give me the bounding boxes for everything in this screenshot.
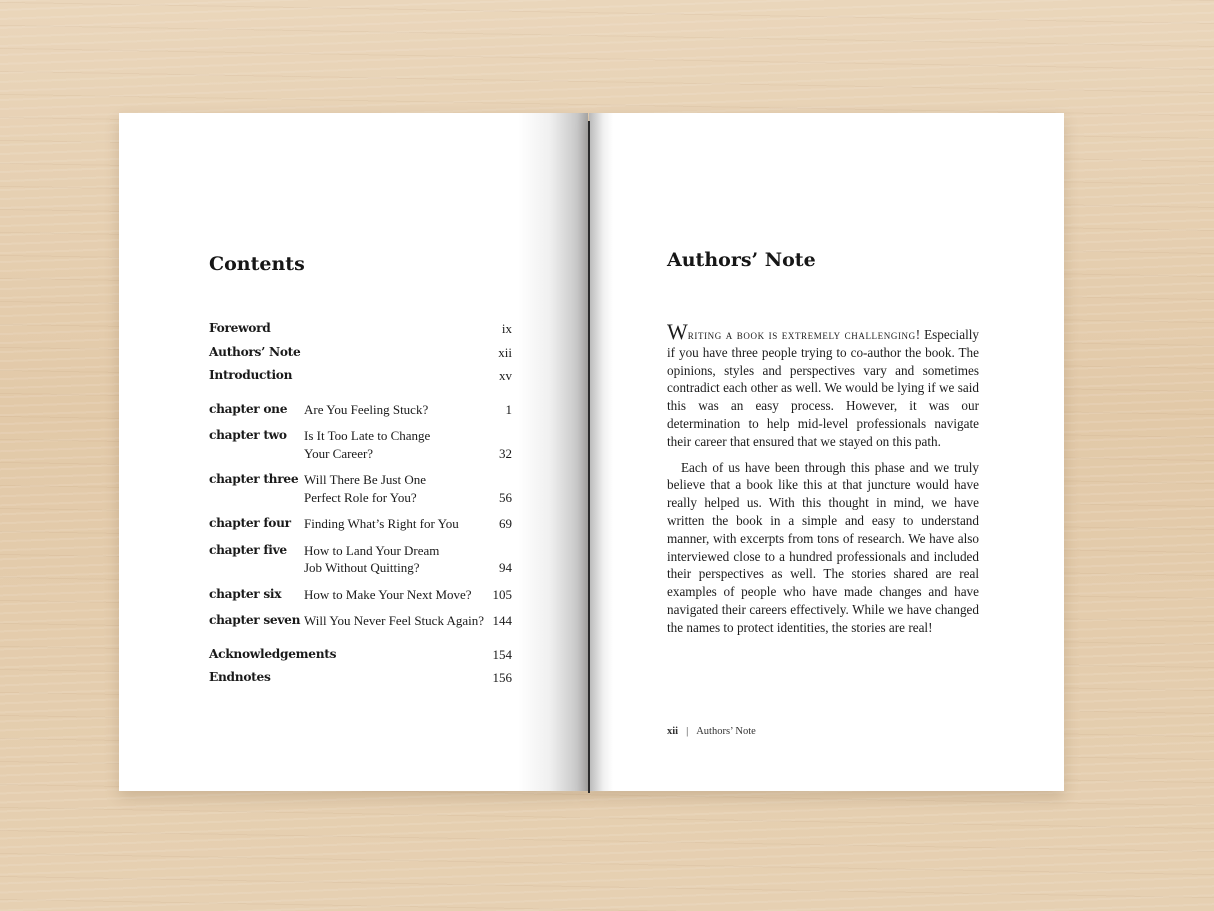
toc-entry-title: Introduction	[209, 368, 293, 382]
open-book	[119, 113, 1064, 791]
toc-entry-title: Authors’ Note	[209, 344, 301, 359]
chapter-title-line: Will There Be Just One	[304, 472, 426, 487]
toc-entry-title: Endnotes	[209, 670, 271, 684]
drop-cap: W	[667, 319, 688, 344]
paragraph-1-text: Especially if you have three people trying to co-author the book. The opinions, styles and perspectives vary and sometimes contradict each other as well. We would be lying if we said this was an easy process. However, it was our determination to help mid-level professionals navigate their career that ensured that we stayed on this path.	[667, 327, 979, 449]
chapter-page: 105	[492, 586, 512, 602]
chapter-label: chapter five	[209, 542, 287, 557]
toc-entry-endnotes[interactable]	[209, 669, 512, 687]
chapter-page: 56	[499, 489, 512, 505]
toc-entry-chapter-seven[interactable]	[209, 612, 512, 630]
authors-note-body	[667, 321, 979, 637]
toc-entry-authors-note[interactable]	[209, 344, 512, 362]
footer-page-number: xii	[667, 726, 679, 737]
chapter-label: chapter two	[209, 428, 287, 442]
toc-entry-title: Acknowledgements	[209, 646, 337, 661]
chapter-label: chapter seven	[209, 613, 301, 627]
toc-entry-page: ix	[501, 321, 512, 336]
toc-entry-page: 154	[492, 646, 512, 662]
chapter-title	[304, 427, 484, 462]
chapter-label: chapter three	[209, 472, 299, 486]
chapter-title-line: Finding What’s Right for You	[304, 516, 459, 531]
chapter-label: chapter one	[209, 401, 288, 416]
paragraph-1	[667, 321, 979, 451]
toc-entry-page: xv	[499, 368, 512, 383]
chapter-title	[304, 515, 484, 533]
chapter-title	[304, 471, 484, 506]
toc-entry-chapter-six[interactable]	[209, 586, 512, 604]
chapter-title-line: Your Career?	[304, 445, 374, 461]
toc-entry-page: xii	[498, 344, 512, 360]
authors-note-heading: Authors’ Note	[667, 249, 816, 271]
chapter-title-line: Will You Never Feel Stuck Again?	[304, 613, 485, 628]
paragraph-2: Each of us have been through this phase and we truly believe that a book like this at that juncture would have really helped us. With this thought in mind, we have written the book in a simple and easy to understand manner, with excerpts from tons of research. We have also interviewed close to a hundred professionals and included their perspectives as well. The stories shared are real examples of people who have made changes and have navigated their careers effectively. While we have changed the names to protect identities, the stories are real!	[667, 459, 979, 635]
book-spine	[588, 121, 590, 793]
chapter-page: 94	[499, 560, 512, 575]
chapter-page: 1	[505, 401, 512, 417]
chapter-page: 144	[492, 613, 512, 628]
gutter-shadow-right	[589, 113, 613, 791]
footer-separator: |	[686, 726, 689, 737]
toc-entry-foreword[interactable]	[209, 320, 512, 338]
chapter-title-line: Job Without Quitting?	[304, 560, 420, 575]
toc-entry-chapter-three[interactable]	[209, 471, 512, 506]
chapter-title-line: Are You Feeling Stuck?	[304, 401, 429, 417]
contents-heading: Contents	[209, 253, 305, 275]
page-footer	[667, 726, 756, 737]
toc-entry-introduction[interactable]	[209, 367, 512, 385]
chapter-title-line: Is It Too Late to Change	[304, 428, 431, 443]
gutter-shadow-left	[518, 113, 588, 791]
table-of-contents	[209, 320, 512, 687]
toc-entry-acknowledgements[interactable]	[209, 646, 512, 664]
opening-small-caps: riting a book is extremely challenging!	[687, 327, 921, 342]
toc-entry-page: 156	[492, 670, 512, 685]
chapter-title	[304, 612, 484, 630]
toc-entry-chapter-four[interactable]	[209, 515, 512, 533]
footer-running-title: Authors’ Note	[696, 726, 756, 737]
toc-entry-chapter-one[interactable]	[209, 401, 512, 419]
chapter-title-line: How to Land Your Dream	[304, 542, 440, 558]
chapter-label: chapter six	[209, 586, 282, 601]
chapter-title-line: How to Make Your Next Move?	[304, 586, 472, 602]
right-page	[589, 113, 1064, 791]
toc-entry-title: Foreword	[209, 321, 271, 335]
chapter-title	[304, 401, 484, 419]
left-page	[119, 113, 588, 791]
chapter-page: 69	[499, 516, 512, 531]
chapter-title-line: Perfect Role for You?	[304, 489, 417, 505]
toc-entry-chapter-two[interactable]	[209, 427, 512, 462]
chapter-title	[304, 586, 484, 604]
chapter-title	[304, 542, 484, 577]
toc-entry-chapter-five[interactable]	[209, 542, 512, 577]
chapter-label: chapter four	[209, 516, 291, 530]
chapter-page: 32	[499, 445, 512, 461]
